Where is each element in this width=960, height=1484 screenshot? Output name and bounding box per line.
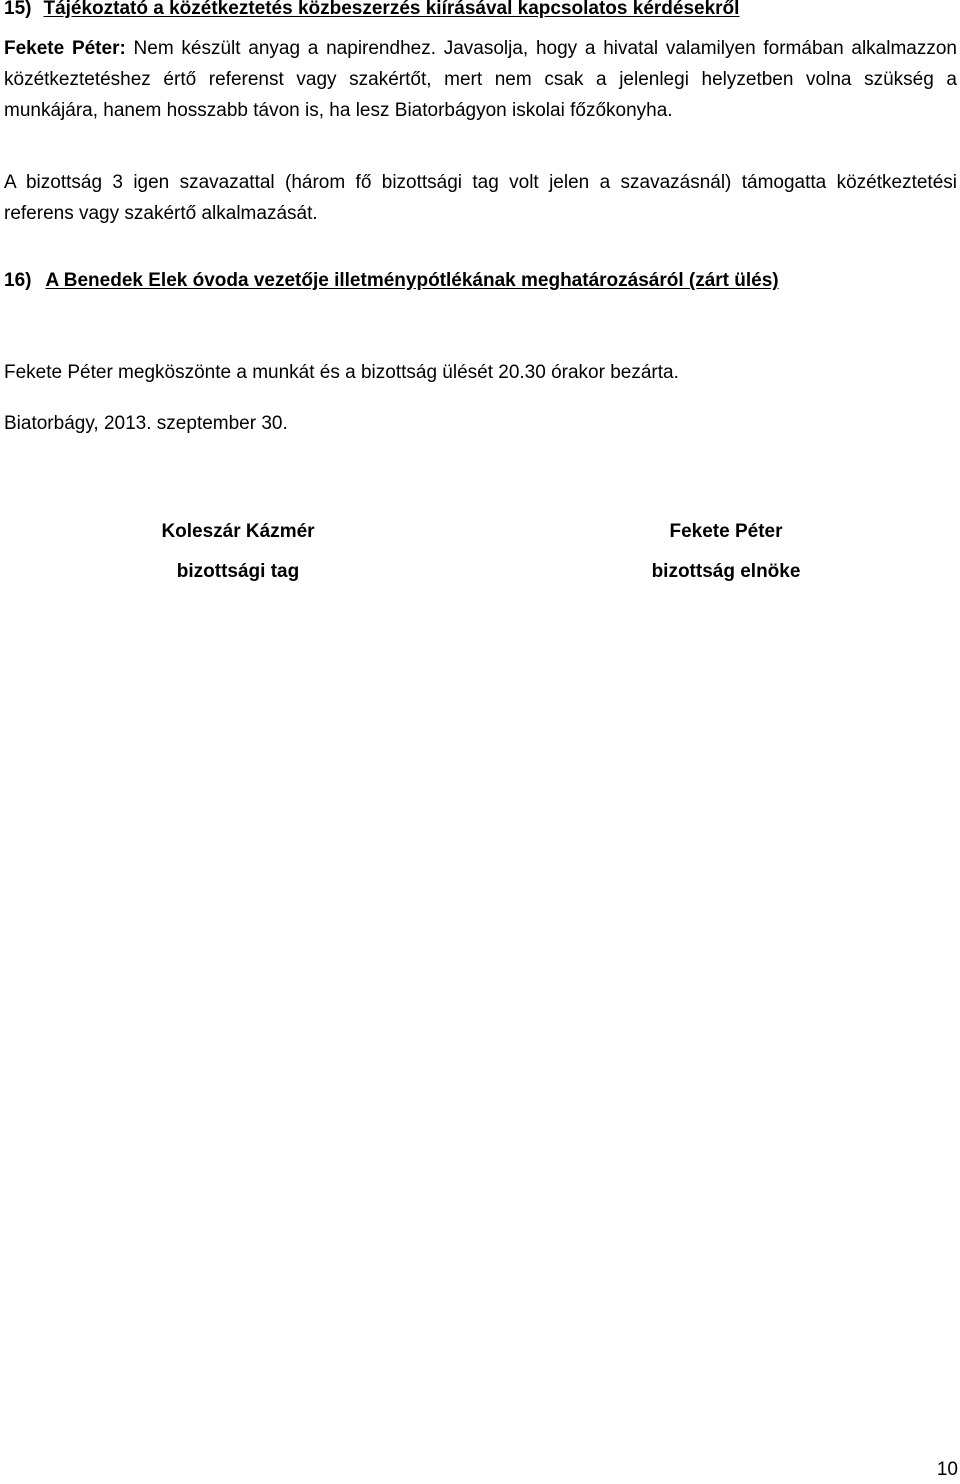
section-16-title: A Benedek Elek óvoda vezetője illetménypótlékának meghatározásáról (zárt ülés) [45,270,779,291]
section-15-paragraph-1 [4,33,957,126]
signature-block-left [88,512,388,592]
section-16-heading [4,268,779,294]
section-15-number: 15) [4,0,32,19]
signature-role: bizottság elnöke [651,561,801,582]
signature-block-right [576,512,876,592]
signature-name: Fekete Péter [669,521,783,542]
page-number: 10 [936,1459,958,1480]
speaker-lead: Fekete Péter: [4,38,126,59]
section-15-title: Tájékoztató a közétkeztetés közbeszerzés kiírásával kapcsolatos kérdésekről [43,0,740,19]
closing-paragraph: Fekete Péter megköszönte a munkát és a bizottság ülését 20.30 órakor bezárta. [4,362,679,383]
section-16-number: 16) [4,270,32,291]
signature-role: bizottsági tag [176,561,300,582]
section-15-paragraph-2: A bizottság 3 igen szavazattal (három fő bizottsági tag volt jelen a szavazásnál) támogatta közétkeztetési referens vagy szakértő alkalmazását. [4,172,957,224]
section-15-heading [4,0,739,22]
place-date: Biatorbágy, 2013. szeptember 30. [4,413,288,434]
section-15-paragraph-1-text: Nem készült anyag a napirendhez. Javasolja, hogy a hivatal valamilyen formában alkalmazzon közétkeztetéshez értő referenst vagy szakértőt, mert nem csak a jelenlegi helyzetben volna szükség a munkájára, hanem hosszabb távon is, ha lesz Biatorbágyon iskolai főzőkonyha. [4,38,957,121]
signature-name: Koleszár Kázmér [161,521,315,542]
